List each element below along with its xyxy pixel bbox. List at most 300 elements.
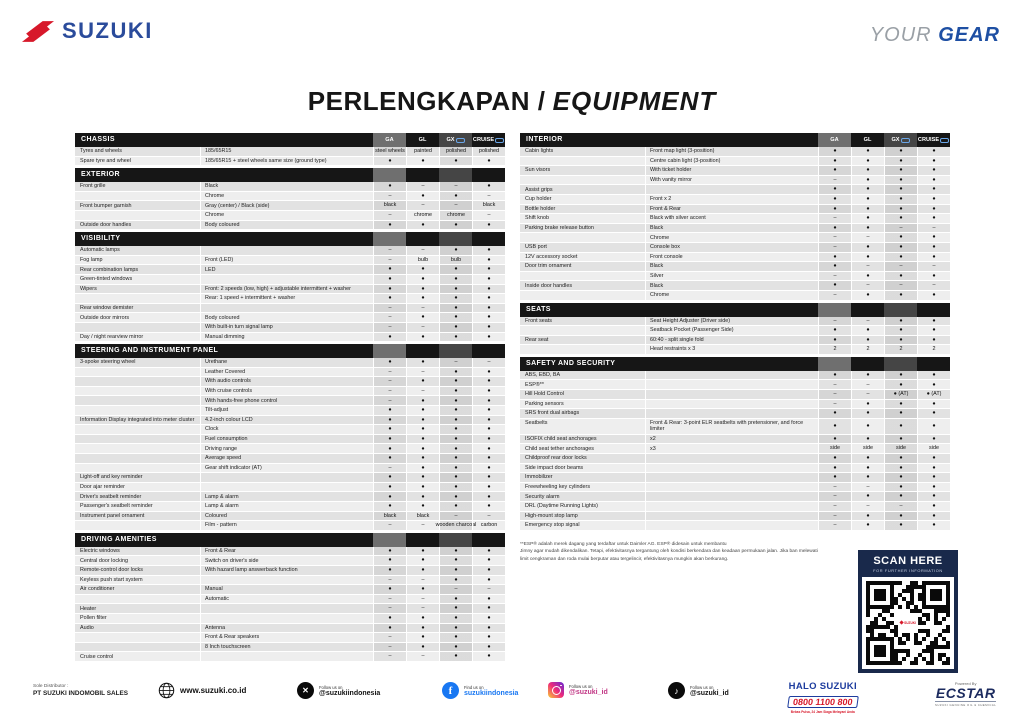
spec-row [520, 521, 950, 531]
value-cell: ● [439, 285, 472, 294]
value-cell: ● [439, 275, 472, 284]
value-cell: ● [373, 566, 406, 575]
value-cell: ● [373, 425, 406, 434]
value-cell: ● [917, 166, 950, 175]
facebook-item [442, 682, 518, 699]
value-cell: ● [406, 192, 439, 201]
value-cell: – [373, 521, 406, 530]
feature-cell: Rear window demister [80, 304, 134, 311]
qr-module [946, 661, 950, 665]
detail-cell: Film - pattern [200, 521, 373, 530]
feature-cell [75, 633, 200, 642]
feature-cell [75, 521, 200, 530]
suzuki-diamond-icon [899, 620, 903, 624]
value-cell: ● [373, 435, 406, 444]
value-cell: ● [884, 157, 917, 166]
trim-column-header [373, 133, 406, 147]
value-cell: – [818, 176, 851, 185]
equipment-table-right [520, 133, 950, 531]
value-cell: ● [472, 182, 505, 191]
value-cell: ● [439, 595, 472, 604]
value-cell: ● [439, 444, 472, 453]
value-cell: – [406, 387, 439, 396]
value-cell: ● [439, 246, 472, 255]
value-cell: ● [851, 492, 884, 501]
feature-cell: Cruise control [80, 653, 114, 660]
value-cell: ● [472, 275, 505, 284]
value-cell: – [818, 272, 851, 281]
value-cell: – [373, 246, 406, 255]
trim-column-header [406, 344, 439, 358]
detail-cell: Switch on driver's side [200, 556, 373, 565]
value-cell: ● [917, 400, 950, 409]
section-header [75, 168, 505, 182]
value-cell: ● [406, 633, 439, 642]
value-cell: ● [439, 265, 472, 274]
feature-cell: Remote-control door locks [80, 567, 143, 574]
detail-cell: Front (LED) [200, 256, 373, 265]
value-cell: – [851, 281, 884, 290]
value-cell: ● [884, 473, 917, 482]
tiktok-icon: ♪ [668, 682, 685, 699]
value-cell: ● [851, 214, 884, 223]
spec-row [520, 345, 950, 355]
value-cell: ● [439, 416, 472, 425]
value-cell: ● [472, 294, 505, 303]
value-cell: ● [373, 406, 406, 415]
value-cell: ● [472, 435, 505, 444]
spec-row [75, 464, 505, 474]
value-cell: – [472, 585, 505, 594]
value-cell: – [884, 281, 917, 290]
value-cell: ● [884, 195, 917, 204]
value-cell: ● [851, 243, 884, 252]
feature-cell: ESP®** [525, 381, 544, 388]
section-header [75, 232, 505, 246]
spec-row [75, 294, 505, 304]
value-cell: ● [439, 396, 472, 405]
feature-cell: Front bumper garnish [80, 202, 132, 209]
value-cell: – [406, 304, 439, 313]
value-cell: ● [917, 233, 950, 242]
feature-cell: Assist grips [525, 186, 553, 193]
feature-cell: 3-spoke steering wheel [80, 359, 136, 366]
value-cell: ● [439, 576, 472, 585]
detail-cell: Front & Rear: 3-point ELR seatbelts with pretensioner, and force limiter [645, 419, 818, 434]
twitter-item [297, 682, 380, 699]
spec-row [520, 336, 950, 346]
value-cell: ● [851, 185, 884, 194]
value-cell: ● [851, 454, 884, 463]
value-cell: ● [439, 157, 472, 166]
detail-cell [645, 473, 818, 482]
value-cell: ● [439, 192, 472, 201]
value-cell: ● [373, 182, 406, 191]
value-cell: carbon [472, 521, 505, 530]
value-cell: ● [818, 281, 851, 290]
feature-cell [75, 294, 200, 303]
feature-cell: Rear combination lamps [80, 266, 139, 273]
value-cell: ● [884, 233, 917, 242]
spec-row [520, 317, 950, 327]
esp-footnote [520, 541, 860, 563]
section-title: INTERIOR [526, 136, 563, 143]
footnote-line: Jimny agar mudah dikendalikan. Tetapi, efektivitasnya tergantung oleh kondisi berkendara dan keadaan permukaan jalan. Jika ban melewati [520, 549, 818, 555]
spec-row [75, 652, 505, 662]
value-cell: ● [851, 326, 884, 335]
feature-cell: Parking brake release button [525, 224, 594, 231]
value-cell: – [851, 262, 884, 271]
value-cell: ● [439, 406, 472, 415]
value-cell: ● [439, 313, 472, 322]
spec-row [75, 614, 505, 624]
value-cell: ● [472, 547, 505, 556]
value-cell: ● [917, 521, 950, 530]
feature-cell: Front grille [80, 183, 106, 190]
spec-row [75, 643, 505, 653]
ags-logo-icon [495, 138, 504, 143]
trim-column-header [472, 344, 505, 358]
spec-row [520, 243, 950, 253]
value-cell: ● [818, 435, 851, 444]
detail-cell [645, 512, 818, 521]
trim-column-header [917, 133, 950, 147]
value-cell: ● [884, 464, 917, 473]
detail-cell: 185/65R15 + steel wheels same size (ground type) [200, 157, 373, 166]
x-twitter-icon: ✕ [297, 682, 314, 699]
feature-cell: Side impact door beams [525, 464, 584, 471]
detail-cell [645, 380, 818, 389]
feature-cell: Emergency stop signal [525, 522, 580, 529]
value-cell: ● [373, 157, 406, 166]
value-cell: ● [884, 409, 917, 418]
value-cell: ● [917, 253, 950, 262]
value-cell: – [818, 483, 851, 492]
value-cell: ● [472, 464, 505, 473]
section-header [520, 357, 950, 371]
value-cell: ● [917, 454, 950, 463]
instagram-item [548, 682, 608, 698]
detail-cell: Automatic [200, 595, 373, 604]
value-cell: – [818, 502, 851, 511]
value-cell: – [917, 262, 950, 271]
value-cell: ● [472, 256, 505, 265]
trim-column-header [439, 344, 472, 358]
detail-cell: Console box [645, 243, 818, 252]
value-cell: – [818, 317, 851, 326]
value-cell: ● [373, 265, 406, 274]
feature-cell [75, 435, 200, 444]
ags-logo-icon [901, 138, 910, 143]
detail-cell: Urethane [200, 358, 373, 367]
feature-cell [520, 233, 645, 242]
spec-row [520, 291, 950, 301]
value-cell: ● [917, 336, 950, 345]
value-cell: ● [439, 633, 472, 642]
spec-row [75, 633, 505, 643]
feature-cell [75, 643, 200, 652]
value-cell: ● [439, 425, 472, 434]
section-header [75, 133, 505, 147]
spec-row [75, 502, 505, 512]
value-cell: – [439, 512, 472, 521]
spec-row [75, 304, 505, 314]
value-cell: ● [851, 419, 884, 434]
feature-cell: Information Display integrated into meter cluster [80, 416, 195, 423]
value-cell: – [439, 201, 472, 210]
value-cell: ● [406, 464, 439, 473]
value-cell: bulb [439, 256, 472, 265]
value-cell: – [373, 256, 406, 265]
value-cell: ● [917, 185, 950, 194]
feature-cell [75, 192, 200, 201]
value-cell: ● [851, 166, 884, 175]
value-cell: ● [439, 294, 472, 303]
detail-cell [645, 454, 818, 463]
tiktok-handle: @suzuki_id [690, 689, 729, 697]
spec-row [75, 576, 505, 586]
ecstar-block [935, 681, 996, 707]
spec-row [520, 419, 950, 435]
value-cell: ● [373, 454, 406, 463]
feature-cell: Instrument panel ornament [80, 512, 145, 519]
section-title: CHASSIS [81, 136, 115, 143]
value-cell: ● [472, 652, 505, 661]
value-cell: ● [472, 406, 505, 415]
spec-row [75, 377, 505, 387]
trim-column-header [439, 533, 472, 547]
tagline-gear: GEAR [938, 24, 1000, 46]
value-cell: – [818, 390, 851, 399]
value-cell: ● [884, 272, 917, 281]
website-item [158, 682, 246, 699]
value-cell: ● [818, 326, 851, 335]
scan-here-box [858, 550, 958, 673]
spec-row [75, 201, 505, 211]
value-cell: ● [472, 473, 505, 482]
value-cell: ● [373, 492, 406, 501]
value-cell: painted [406, 147, 439, 156]
detail-cell [645, 492, 818, 501]
detail-cell [645, 483, 818, 492]
value-cell: ● [439, 492, 472, 501]
value-cell: – [373, 604, 406, 613]
trim-label: GL [418, 137, 427, 143]
value-cell: ● [884, 185, 917, 194]
feature-cell [75, 387, 200, 396]
spec-row [520, 185, 950, 195]
qr-center-logo: SUZUKI [898, 620, 918, 626]
facebook-caption: Find us on [464, 684, 484, 690]
detail-cell: Front & Rear speakers [200, 633, 373, 642]
value-cell: ● [917, 326, 950, 335]
value-cell: ● [818, 166, 851, 175]
detail-cell: Lamp & alarm [200, 502, 373, 511]
value-cell: – [406, 368, 439, 377]
trim-column-header [851, 303, 884, 317]
detail-cell [200, 614, 373, 623]
feature-cell: Heater [80, 605, 97, 612]
spec-row [520, 157, 950, 167]
value-cell: – [851, 233, 884, 242]
value-cell: ● [472, 576, 505, 585]
spec-row [520, 435, 950, 445]
value-cell: ● [472, 604, 505, 613]
tiktok-caption: Follow us on [690, 684, 714, 690]
value-cell: side [851, 444, 884, 453]
spec-row [75, 275, 505, 285]
detail-cell [645, 185, 818, 194]
detail-cell: Tilt-adjust [200, 406, 373, 415]
spec-row [520, 492, 950, 502]
value-cell: side [818, 444, 851, 453]
feature-cell: Front seats [525, 317, 552, 324]
value-cell: ● (AT) [884, 390, 917, 399]
value-cell: – [373, 323, 406, 332]
value-cell: ● [884, 291, 917, 300]
value-cell: – [373, 313, 406, 322]
spec-row [75, 157, 505, 167]
feature-cell: Bottle holder [525, 205, 556, 212]
value-cell: ● [439, 377, 472, 386]
value-cell: ● [851, 336, 884, 345]
spec-row [520, 272, 950, 282]
value-cell: ● [373, 556, 406, 565]
value-cell: ● [917, 512, 950, 521]
feature-cell: Passenger's seatbelt reminder [80, 503, 153, 510]
feature-cell: Wipers [80, 285, 97, 292]
value-cell: ● [818, 157, 851, 166]
detail-cell: Gray (center) / Black (side) [200, 201, 373, 210]
detail-cell: Front & Rear [200, 547, 373, 556]
value-cell: – [373, 595, 406, 604]
value-cell: ● [472, 387, 505, 396]
feature-cell [75, 454, 200, 463]
detail-cell: Front map light (3-position) [645, 147, 818, 156]
spec-row [520, 224, 950, 234]
value-cell: ● [472, 313, 505, 322]
feature-cell: Driver's seatbelt reminder [80, 493, 142, 500]
value-cell: – [373, 633, 406, 642]
value-cell: ● [406, 313, 439, 322]
value-cell: – [851, 317, 884, 326]
spec-row [75, 454, 505, 464]
value-cell: ● [472, 425, 505, 434]
section-header [520, 133, 950, 147]
spec-row [520, 176, 950, 186]
value-cell: ● [406, 444, 439, 453]
value-cell: black [373, 201, 406, 210]
value-cell: ● [406, 435, 439, 444]
value-cell: ● [472, 595, 505, 604]
detail-cell: Front & Rear [645, 205, 818, 214]
detail-cell: Black [645, 224, 818, 233]
section-title: SAFETY AND SECURITY [526, 359, 616, 367]
value-cell: ● [884, 147, 917, 156]
value-cell: ● [851, 464, 884, 473]
feature-cell [75, 377, 200, 386]
feature-cell [520, 176, 645, 185]
distributor-name: PT SUZUKI INDOMOBIL SALES [33, 690, 129, 697]
spec-row [520, 473, 950, 483]
detail-cell: With built-in turn signal lamp [200, 323, 373, 332]
ags-logo-icon [940, 138, 949, 143]
value-cell: 2 [851, 345, 884, 354]
value-cell: ● [472, 221, 505, 230]
scan-here-title: SCAN HERE [873, 555, 943, 567]
facebook-handle: suzukiindonesia [464, 689, 519, 697]
value-cell: – [406, 182, 439, 191]
detail-cell: Leather Covered [200, 368, 373, 377]
spec-row [520, 166, 950, 176]
value-cell: ● [472, 444, 505, 453]
spec-row [75, 547, 505, 557]
value-cell: ● [472, 454, 505, 463]
value-cell: – [439, 182, 472, 191]
ecstar-logo: ECSTAR [935, 685, 996, 701]
detail-cell: Chrome [200, 192, 373, 201]
value-cell: ● [851, 157, 884, 166]
instagram-handle: @suzuki_id [569, 689, 608, 696]
feature-cell: Rear seat [525, 336, 549, 343]
trim-column-header [851, 357, 884, 371]
spec-row [75, 358, 505, 368]
value-cell: ● [406, 566, 439, 575]
value-cell: ● [439, 502, 472, 511]
value-cell: ● [472, 624, 505, 633]
halo-suzuki-note: Bebas Pulsa, 24 Jam Siaga Melayani Anda [790, 710, 855, 714]
detail-cell: Black [645, 281, 818, 290]
detail-cell: Average speed [200, 454, 373, 463]
detail-cell: With vanity mirror [645, 176, 818, 185]
value-cell: – [406, 521, 439, 530]
value-cell: ● [406, 221, 439, 230]
value-cell: ● (AT) [917, 390, 950, 399]
page-title [0, 86, 1024, 117]
trim-column-header [818, 133, 851, 147]
feature-cell: Inside door handles [525, 282, 573, 289]
value-cell: ● [917, 195, 950, 204]
feature-cell [75, 425, 200, 434]
value-cell: ● [851, 176, 884, 185]
spec-row [520, 371, 950, 381]
value-cell: black [472, 201, 505, 210]
value-cell: ● [851, 147, 884, 156]
distributor-label: Sole Distributor : [33, 684, 69, 689]
feature-cell: Tyres and wheels [80, 148, 122, 155]
feature-cell: Door ajar reminder [80, 484, 125, 490]
detail-cell: Seat Height Adjuster (Driver side) [645, 317, 818, 326]
detail-cell [645, 400, 818, 409]
value-cell: – [818, 512, 851, 521]
detail-cell [645, 409, 818, 418]
value-cell: ● [439, 643, 472, 652]
detail-cell: With audio controls [200, 377, 373, 386]
value-cell: ● [373, 483, 406, 492]
value-cell: ● [884, 380, 917, 389]
spec-row [75, 435, 505, 445]
equipment-table-left [75, 133, 505, 662]
value-cell: ● [818, 336, 851, 345]
value-cell: ● [373, 294, 406, 303]
spec-row [75, 323, 505, 333]
value-cell: ● [439, 333, 472, 342]
value-cell: ● [373, 444, 406, 453]
suzuki-logo [22, 18, 153, 44]
value-cell: ● [884, 419, 917, 434]
value-cell: ● [818, 409, 851, 418]
value-cell: ● [884, 400, 917, 409]
